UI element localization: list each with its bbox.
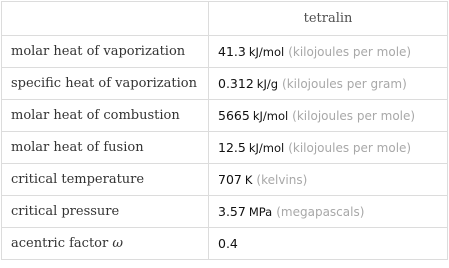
value-unit: K	[244, 173, 253, 187]
value-unit: kJ/mol	[252, 109, 289, 123]
value-number: 3.57	[218, 204, 246, 219]
value-unit: MPa	[248, 205, 273, 219]
row-value-cell	[209, 100, 448, 132]
table-row	[2, 68, 448, 100]
row-label: molar heat of combustion	[2, 100, 209, 132]
value-number: 41.3	[218, 44, 246, 59]
unit-description: (kelvins)	[256, 173, 308, 187]
row-label: critical temperature	[2, 164, 209, 196]
table-row	[2, 228, 448, 260]
value-unit: kJ/mol	[248, 45, 285, 59]
table-row	[2, 100, 448, 132]
value-unit: kJ/mol	[248, 141, 285, 155]
row-value-cell	[209, 228, 448, 260]
value-number: 5665	[218, 108, 250, 123]
row-value-cell	[209, 36, 448, 68]
table-row	[2, 196, 448, 228]
unit-description: (kilojoules per gram)	[282, 77, 407, 91]
row-label: acentric factor	[11, 236, 109, 251]
unit-description: (kilojoules per mole)	[288, 45, 412, 59]
omega-symbol: ω	[112, 236, 123, 251]
unit-description: (megapascals)	[276, 205, 365, 219]
row-label: critical pressure	[2, 196, 209, 228]
row-label-cell	[2, 228, 209, 260]
row-value-cell	[209, 132, 448, 164]
table-row	[2, 164, 448, 196]
row-label: specific heat of vaporization	[2, 68, 209, 100]
header-row	[2, 2, 448, 36]
value-number: 12.5	[218, 140, 246, 155]
row-value-cell	[209, 164, 448, 196]
value-number: 0.4	[218, 236, 238, 251]
row-value-cell	[209, 196, 448, 228]
value-unit: kJ/g	[256, 77, 279, 91]
unit-description: (kilojoules per mole)	[288, 141, 412, 155]
unit-description: (kilojoules per mole)	[292, 109, 416, 123]
row-value-cell	[209, 68, 448, 100]
properties-table	[1, 1, 448, 260]
row-label: molar heat of vaporization	[2, 36, 209, 68]
row-label: molar heat of fusion	[2, 132, 209, 164]
value-number: 707	[218, 172, 242, 187]
empty-header-cell	[2, 2, 209, 36]
table-row	[2, 132, 448, 164]
column-header: tetralin	[209, 2, 448, 36]
value-number: 0.312	[218, 76, 254, 91]
table-row	[2, 36, 448, 68]
